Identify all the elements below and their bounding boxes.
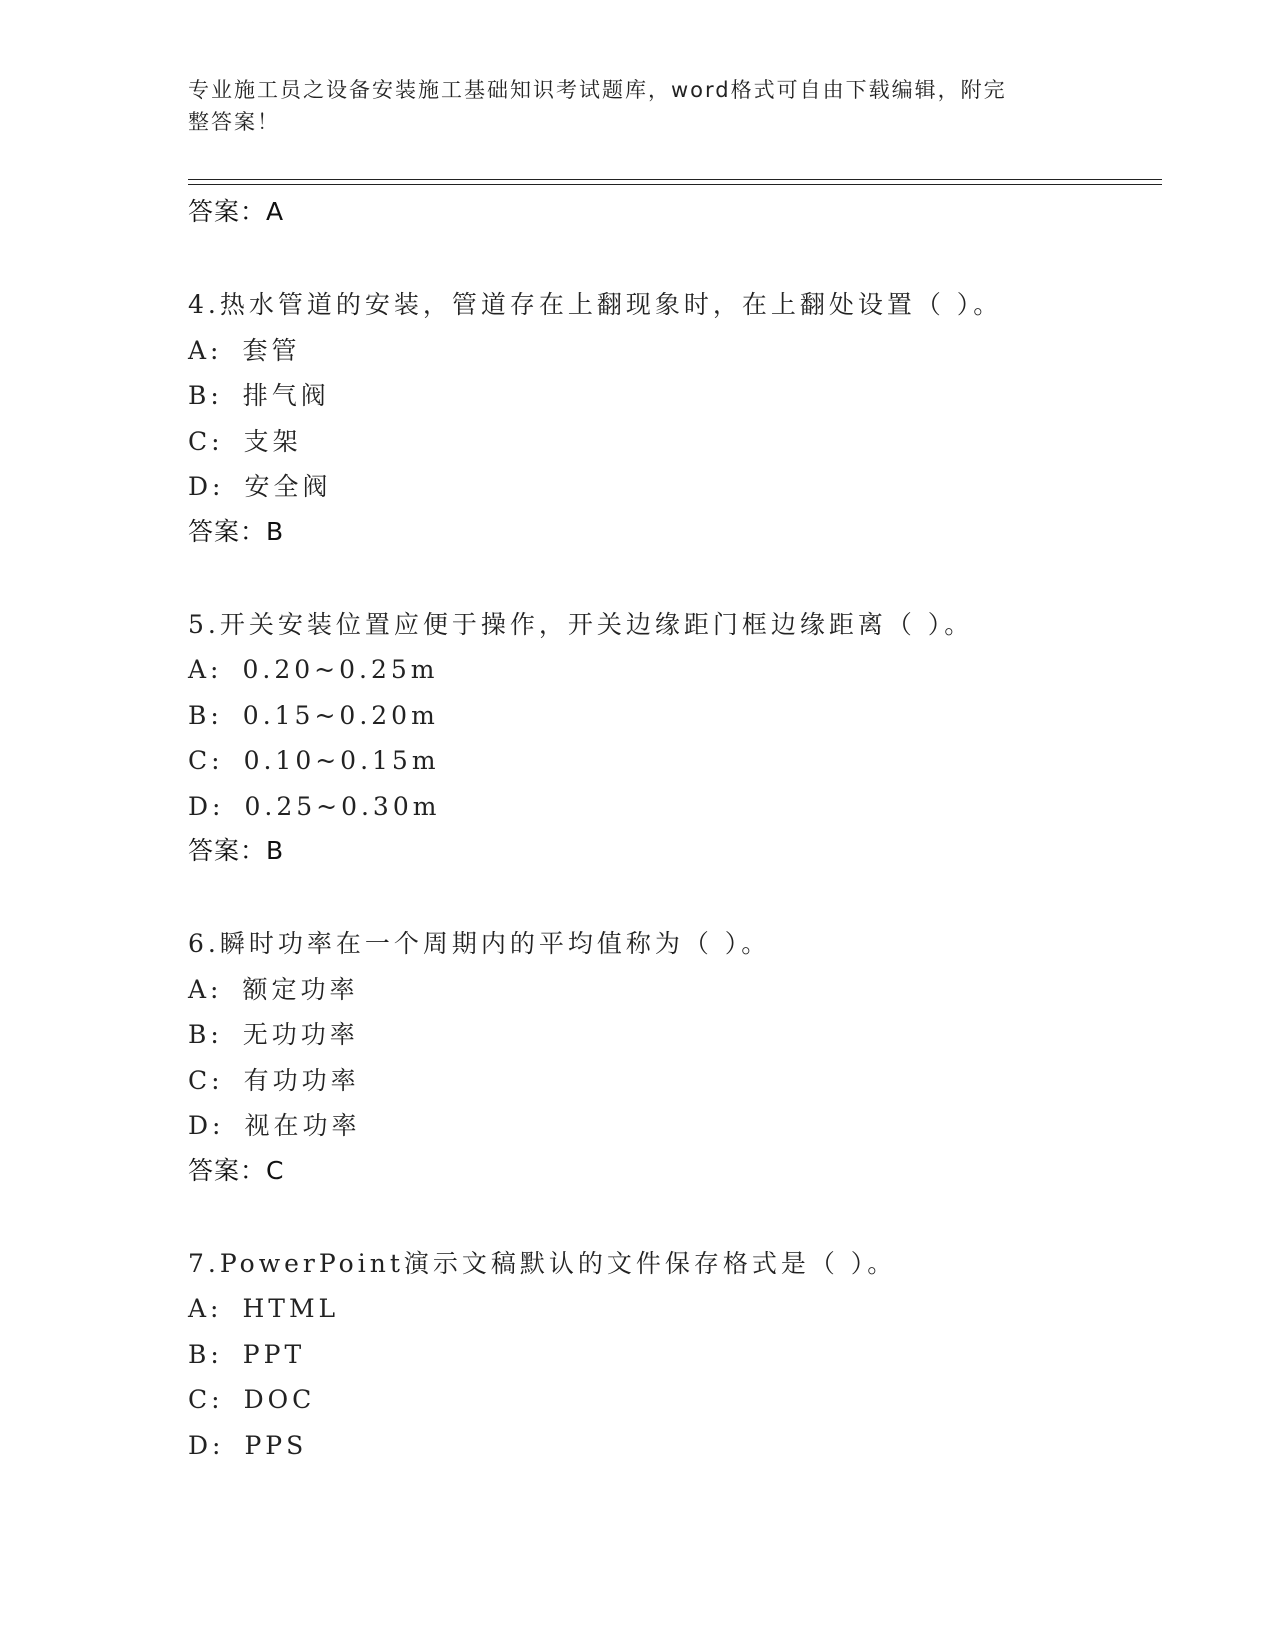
question-list (188, 190, 1148, 1468)
option-letter: D: (188, 791, 225, 821)
answer-line: 答案：A (188, 197, 285, 226)
option-a (188, 1286, 1148, 1332)
option-letter: C: (188, 746, 224, 775)
option-d (188, 464, 1148, 510)
option-c (188, 1058, 1148, 1104)
option-text: 安全阀 (244, 472, 332, 501)
option-letter: C: (188, 1385, 224, 1414)
option-letter: C: (188, 426, 224, 456)
option-d (188, 1423, 1148, 1469)
header-line-1: 专业施工员之设备安装施工基础知识考试题库，word格式可自由下载编辑，附完 (188, 78, 1007, 102)
option-d (188, 784, 1148, 830)
option-text: 支架 (243, 426, 302, 456)
option-letter: D: (188, 472, 225, 501)
option-b (188, 1332, 1148, 1378)
option-text: 视在功率 (244, 1111, 361, 1140)
option-c (188, 1377, 1148, 1423)
option-b (188, 693, 1148, 739)
question-stem: 4.热水管道的安装，管道存在上翻现象时，在上翻处设置（ ）。 (188, 290, 1003, 319)
option-text: 0.10~0.15m (243, 746, 440, 775)
option-text: 无功功率 (242, 1020, 359, 1049)
option-c (188, 738, 1148, 784)
option-letter: D: (188, 1111, 225, 1140)
option-text: 0.25~0.30m (244, 791, 441, 821)
option-text: 有功功率 (243, 1065, 360, 1095)
option-letter: C: (188, 1065, 224, 1095)
option-letter: A: (188, 974, 223, 1004)
option-c (188, 419, 1148, 465)
option-text: PPS (244, 1430, 308, 1460)
header-rule-top (188, 179, 1162, 180)
answer-line: 答案：B (188, 516, 285, 546)
option-a (188, 967, 1148, 1013)
option-b (188, 1012, 1148, 1058)
question-stem: 5.开关安装位置应便于操作，开关边缘距门框边缘距离（ ）。 (188, 609, 974, 639)
option-letter: A: (188, 655, 223, 684)
question-item (188, 1241, 1148, 1469)
option-text: 排气阀 (242, 381, 330, 410)
option-a (188, 328, 1148, 374)
option-text: DOC (243, 1385, 316, 1414)
option-letter: D: (188, 1430, 225, 1460)
option-d (188, 1103, 1148, 1149)
option-text: PPT (242, 1339, 306, 1369)
option-letter: B: (188, 700, 223, 730)
option-text: 0.20~0.25m (242, 655, 439, 684)
option-b (188, 373, 1148, 419)
option-letter: A: (188, 1294, 223, 1323)
option-text: 0.15~0.20m (242, 700, 439, 730)
option-letter: B: (188, 381, 223, 410)
document-header (188, 74, 1068, 138)
answer-line: 答案：B (188, 836, 285, 865)
option-letter: A: (188, 335, 223, 365)
question-item (188, 602, 1148, 874)
option-letter: B: (188, 1020, 223, 1049)
answer-line: 答案：C (188, 1155, 285, 1185)
header-line-2: 整答案！ (188, 110, 280, 134)
question-stem: 7.PowerPoint演示文稿默认的文件保存格式是（ ）。 (188, 1248, 897, 1278)
question-item (188, 282, 1148, 554)
option-text: 套管 (242, 335, 301, 365)
option-text: HTML (242, 1294, 340, 1323)
option-text: 额定功率 (242, 974, 359, 1004)
question-item (188, 921, 1148, 1193)
header-rule-bottom (188, 184, 1162, 185)
question-stem: 6.瞬时功率在一个周期内的平均值称为（ ）。 (188, 929, 771, 958)
option-a (188, 647, 1148, 693)
option-letter: B: (188, 1339, 223, 1369)
